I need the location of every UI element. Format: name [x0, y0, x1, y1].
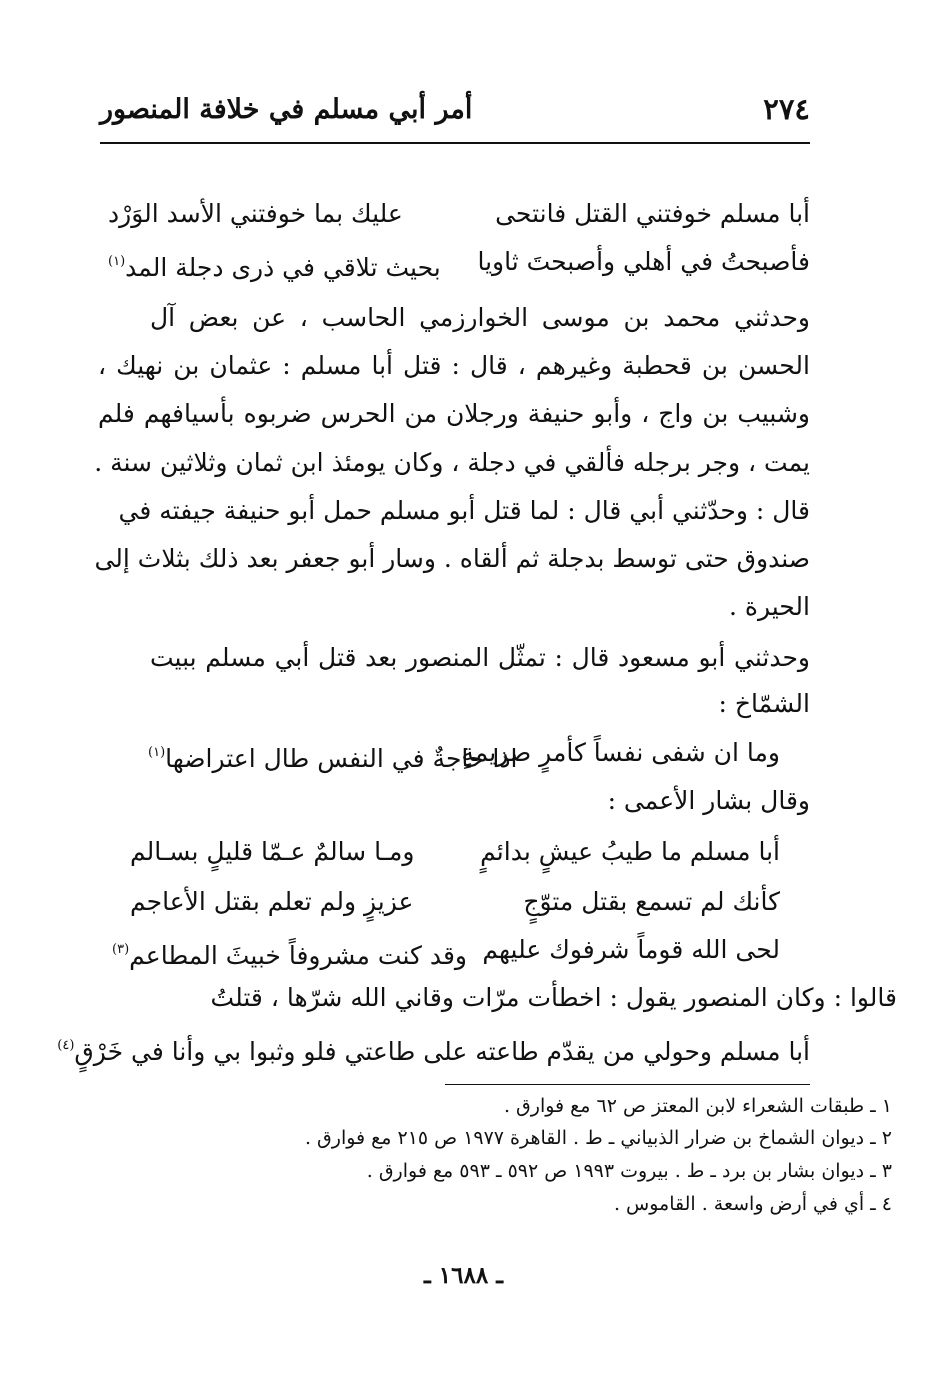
verse-hemistich-right: وما ان شفى نفساً كأمرٍ صريمةٍ [461, 738, 780, 767]
paragraph-line: يمت ، وجر برجله فألقي في دجلة ، وكان يومئذ ابن ثمان وثلاثين سنة . [94, 448, 810, 477]
paragraph-line: صندوق حتى توسط بدجلة ثم ألقاه . وسار أبو جعفر بعد ذلك بثلاث إلى [94, 544, 810, 573]
footnote: ٤ ـ أي في أرض واسعة . القاموس . [613, 1193, 892, 1215]
header-page-number: ٢٧٤ [763, 92, 810, 126]
verse-hemistich-text: وقد كنت مشروفاً خبيثَ المطاعم [129, 941, 467, 970]
verse-hemistich-right: لحى الله قوماً شرفوك عليهم [482, 935, 780, 964]
paragraph-line: وشبيب بن واج ، وأبو حنيفة ورجلان من الحرس ضربوه بأسيافهم فلم [98, 399, 810, 428]
header-title: أمر أبي مسلم في خلافة المنصور [100, 94, 473, 125]
header-rule [100, 142, 810, 144]
running-header [100, 92, 810, 138]
verse-hemistich-left: ومـا سالمٌ عـمّا قليلٍ بسـالم [130, 837, 415, 866]
paragraph-line: الحيرة . [728, 592, 810, 621]
paragraph-line: قالوا : وكان المنصور يقول : اخطأت مرّات وقاني الله شرّها ، قتلتُ [210, 983, 897, 1012]
verse-line [98, 240, 810, 284]
verse-line [98, 731, 810, 775]
verse-hemistich-text: بحيث تلاقي في ذرى دجلة المد [125, 253, 441, 282]
verse-hemistich-left [112, 928, 467, 978]
verse-hemistich-left [148, 731, 517, 781]
paragraph-line: وحدثني أبو مسعود قال : تمثّل المنصور بعد قتل أبي مسلم ببيت [150, 643, 810, 672]
paragraph-text: أبا مسلم وحولي من يقدّم طاعته على طاعتي فلو وثبوا بي وأنا في خَرْقٍ [74, 1037, 810, 1066]
verse-hemistich-left [108, 240, 441, 290]
footnote: ٣ ـ ديوان بشار بن برد ـ ط . بيروت ١٩٩٣ ص ٥٩٢ ـ ٥٩٣ مع فوارق . [366, 1160, 892, 1182]
paragraph-line: قال : وحدّثني أبي قال : لما قتل أبو مسلم حمل أبو حنيفة جيفته في [118, 496, 810, 525]
footnote: ٢ ـ ديوان الشماخ بن ضرار الذبياني ـ ط . القاهرة ١٩٧٧ ص ٢١٥ مع فوارق . [304, 1127, 892, 1149]
footnote-marker: (١) [108, 254, 126, 269]
verse-hemistich-right: كأنك لم تسمع بقتل متوّجٍ [523, 887, 780, 916]
paragraph-line [57, 1024, 810, 1068]
paragraph-line: الحسن بن قحطبة وغيرهم ، قال : قتل أبا مسلم : عثمان بن نهيك ، [98, 351, 810, 380]
footnote-marker: (١) [148, 745, 166, 760]
footnote-marker: (٣) [112, 942, 130, 957]
verse-hemistich-left: عزيزٍ ولم تعلم بقتل الأعاجم [130, 887, 414, 916]
footnote-rule [445, 1084, 810, 1085]
footnote: ١ ـ طبقات الشعراء لابن المعتز ص ٦٢ مع فوارق . [503, 1095, 892, 1117]
verse-hemistich-right: أبا مسلم ما طيبُ عيشٍ بدائمٍ [480, 837, 780, 866]
verse-line [98, 880, 810, 924]
paragraph-line: الشمّاخ : [718, 689, 810, 718]
verse-hemistich-right: أبا مسلم خوفتني القتل فانتحى [495, 199, 810, 228]
paragraph-line: وقال بشار الأعمى : [607, 786, 810, 815]
verse-hemistich-text: اذا حاجةٌ في النفس طال اعتراضها [165, 744, 518, 773]
paragraph-line: وحدثني محمد بن موسى الخوارزمي الحاسب ، عن بعض آل [150, 303, 810, 332]
verse-line [98, 928, 810, 972]
verse-line [98, 192, 810, 236]
page-number: ـ ١٦٨٨ ـ [424, 1262, 503, 1289]
verse-hemistich-left: عليك بما خوفتني الأسد الوَرْد [108, 199, 403, 228]
footnote-marker: (٤) [57, 1038, 75, 1053]
verse-hemistich-right: فأصبحتُ في أهلي وأصبحتَ ثاويا [477, 247, 810, 276]
verse-line [98, 830, 810, 874]
